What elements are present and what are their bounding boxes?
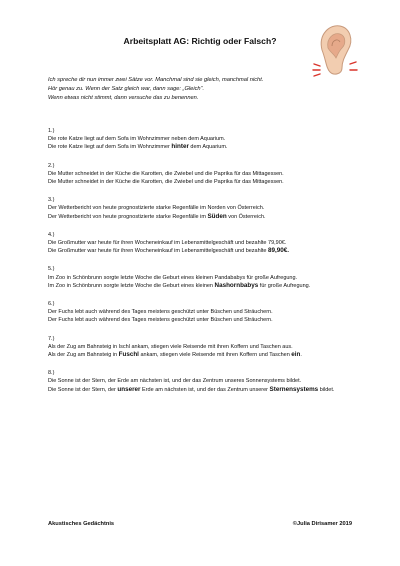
sentence-original: Die Mutter schneidet in der Küche die Karotten, die Zwiebel und die Paprika für das Mittagessen. bbox=[48, 170, 284, 177]
changed-word: Sternensystems bbox=[269, 385, 319, 393]
sentence-original: Im Zoo in Schönbrunn sorgte letzte Woche die Geburt eines kleinen Pandababys für große Aufregung. bbox=[48, 274, 298, 281]
sentence-variant: Der Wetterbericht von heute prognostizierte starke Regenfälle im Süden von Österreich. bbox=[48, 212, 266, 220]
changed-word: 89,90€. bbox=[268, 247, 290, 255]
exercise-item-2 bbox=[48, 162, 364, 187]
exercise-item-8 bbox=[48, 369, 364, 394]
sentence-variant: Die Sonne ist der Stern, der unserer Erde am nächsten ist, und der das Zentrum unserer Sternensystems bildet. bbox=[48, 385, 335, 393]
exercise-item-4 bbox=[48, 231, 364, 256]
sentence-variant: Die Mutter schneidet in der Küche die Karotten, die Zwiebel und die Paprika für das Mittagessen. bbox=[48, 179, 284, 186]
item-number: 3.) bbox=[48, 197, 55, 204]
page-title: Arbeitsplatt AG: Richtig oder Falsch? bbox=[123, 36, 277, 46]
changed-word: hinter bbox=[171, 143, 189, 151]
sentence-original: Die Großmutter war heute für ihren Wocheneinkauf im Lebensmittelgeschäft und bezahlte 79,90€. bbox=[48, 240, 287, 247]
exercise-item-1 bbox=[48, 127, 364, 152]
changed-word: Süden bbox=[207, 212, 227, 220]
item-number: 6.) bbox=[48, 301, 55, 308]
item-number: 5.) bbox=[48, 266, 55, 273]
footer-copyright: ©Julia Dirisamer 2019 bbox=[292, 521, 352, 527]
sentence-variant: Im Zoo in Schönbrunn sorgte letzte Woche die Geburt eines kleinen Nashornbabys für große Aufregung. bbox=[48, 281, 311, 289]
exercise-list bbox=[48, 127, 364, 404]
sentence-variant: Als der Zug am Bahnsteig in Fuschl ankam, stiegen viele Reisende mit ihren Koffern und Taschen ein. bbox=[48, 351, 302, 359]
sentence-original: Die Sonne ist der Stern, der Erde am nächsten ist, und der das Zentrum unseres Sonnensystems bildet. bbox=[48, 378, 302, 385]
sentence-original: Die rote Katze liegt auf dem Sofa im Wohnzimmer neben dem Aquarium. bbox=[48, 136, 226, 143]
sentence-original: Der Fuchs lebt auch während des Tages meistens geschützt unter Büschen und Sträuchern. bbox=[48, 309, 273, 316]
instructions bbox=[48, 76, 318, 103]
exercise-item-7 bbox=[48, 335, 364, 360]
exercise-item-3 bbox=[48, 196, 364, 221]
item-number: 2.) bbox=[48, 162, 55, 169]
item-number: 7.) bbox=[48, 335, 55, 342]
sentence-variant: Die rote Katze liegt auf dem Sofa im Wohnzimmer hinter dem Aquarium. bbox=[48, 143, 228, 151]
exercise-item-5 bbox=[48, 265, 364, 290]
instruction-line: Ich spreche dir nun immer zwei Sätze vor. Manchmal sind sie gleich, manchmal nicht. bbox=[48, 77, 264, 83]
item-number: 4.) bbox=[48, 231, 55, 238]
changed-word: ein bbox=[291, 351, 301, 359]
instruction-line: Wenn etwas nicht stimmt, dann versuche das zu benennen. bbox=[48, 95, 199, 101]
item-number: 1.) bbox=[48, 128, 55, 134]
footer-title: Akustisches Gedächtnis bbox=[48, 521, 115, 527]
changed-word: unserer bbox=[117, 385, 141, 393]
ear-icon bbox=[312, 20, 358, 78]
instruction-line: Hör genau zu. Wenn der Satz gleich war, dann sage: „Gleich“. bbox=[48, 86, 205, 92]
sentence-original: Der Wetterbericht von heute prognostizierte starke Regenfälle im Norden von Österreich. bbox=[48, 205, 265, 212]
changed-word: Nashornbabys bbox=[214, 281, 259, 289]
sentence-variant: Die Großmutter war heute für ihren Wocheneinkauf im Lebensmittelgeschäft und bezahlte 89,90€. bbox=[48, 247, 290, 255]
item-number: 8.) bbox=[48, 370, 55, 377]
sentence-original: Als der Zug am Bahnsteig in Ischl ankam, stiegen viele Reisende mit ihren Koffern und Taschen aus. bbox=[48, 343, 293, 350]
changed-word: Fuschl bbox=[118, 351, 139, 359]
sentence-variant: Der Fuchs lebt auch während des Tages meistens geschützt unter Büschen und Sträuchern. bbox=[48, 317, 273, 324]
exercise-item-6 bbox=[48, 300, 364, 325]
